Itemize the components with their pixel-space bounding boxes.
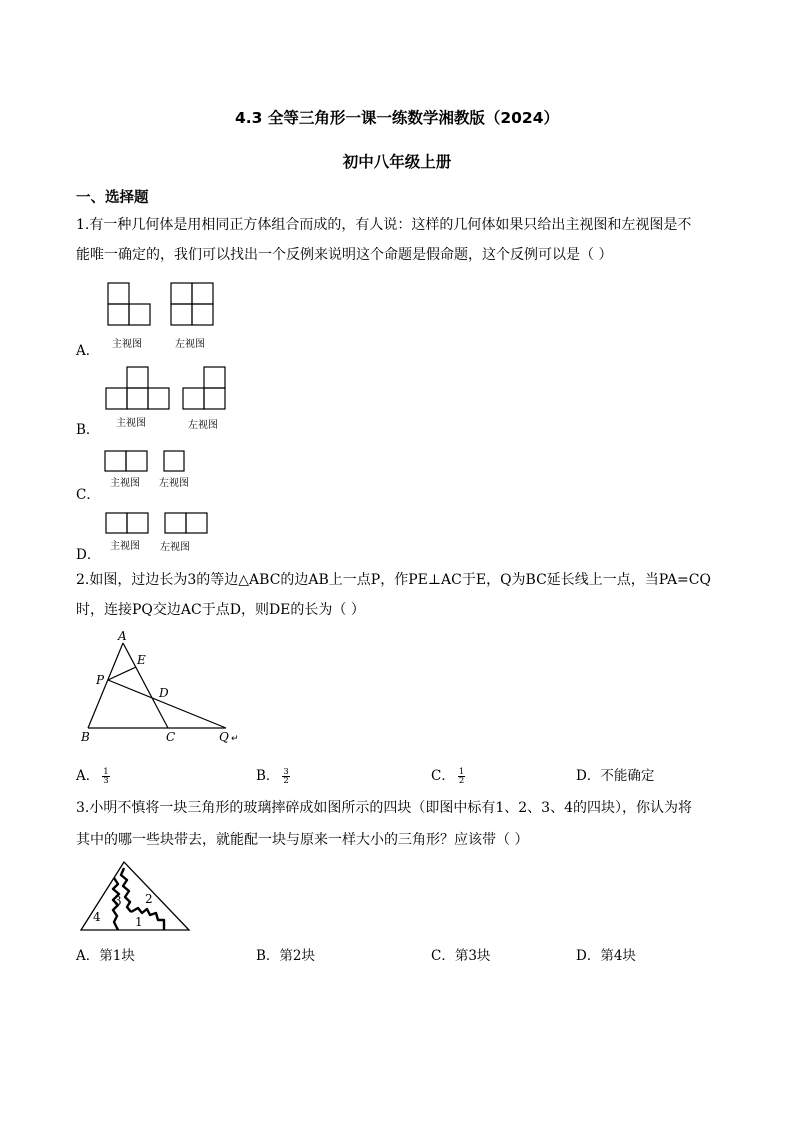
q1-option-d-figure[interactable]: [100, 510, 215, 536]
q1-option-b-front-caption: 主视图: [116, 418, 146, 429]
q3-option-c[interactable]: [431, 944, 490, 964]
return-mark-icon: ↵: [231, 734, 239, 744]
q2-option-d-text: 不能确定: [600, 768, 655, 784]
q2-option-b[interactable]: [256, 764, 290, 785]
q1-option-a-label[interactable]: A．: [76, 343, 100, 359]
q2-option-d-label: D．: [576, 768, 601, 784]
q1-option-d-label[interactable]: D．: [76, 547, 101, 563]
q1-option-b-left-caption: 左视图: [188, 420, 218, 431]
q2-option-c-numerator: 1: [458, 767, 465, 777]
figure-label-e: E: [137, 653, 146, 667]
q3-option-a-label: A．: [76, 948, 100, 964]
q3-option-c-label: C．: [431, 948, 455, 964]
q1-text-line2: 能唯一确定的，我们可以找出一个反例来说明这个命题是假命题，这个反例可以是（ ）: [76, 247, 613, 263]
piece-label-2: 2: [145, 892, 153, 906]
q3-text-line2: 其中的哪一些块带去，就能配一块与原来一样大小的三角形？应该带（ ）: [76, 832, 529, 848]
figure-label-q: Q: [219, 730, 229, 744]
q3-option-b[interactable]: [256, 944, 315, 964]
figure-label-d: D: [159, 686, 169, 700]
q2-option-d[interactable]: [576, 764, 654, 784]
q2-text-line1: 2.如图，过边长为3的等边△ABC的边AB上一点P，作PE⊥AC于E，Q为BC延长线上一点，当PA=CQ: [76, 572, 711, 588]
q2-option-b-label: B．: [256, 768, 280, 784]
piece-label-3: 3: [114, 894, 122, 908]
q2-option-c-fraction: [458, 768, 465, 785]
q3-option-d[interactable]: [576, 944, 636, 964]
q1-option-b-figure[interactable]: [100, 364, 230, 414]
q2-option-b-fraction: [282, 768, 289, 785]
q2-option-a-label: A．: [76, 768, 100, 784]
q3-figure: [76, 858, 196, 938]
q1-option-c-figure[interactable]: [100, 448, 210, 474]
q3-option-a-text: 第1块: [99, 948, 135, 964]
q1-option-c-left-caption: 左视图: [159, 478, 189, 489]
q1-option-c-front-caption: 主视图: [110, 478, 140, 489]
section-heading: 一、选择题: [76, 190, 149, 206]
figure-label-b: B: [81, 730, 90, 744]
q3-option-a[interactable]: [76, 944, 135, 964]
page-subtitle: 初中八年级上册: [342, 153, 452, 171]
q3-option-d-text: 第4块: [600, 948, 636, 964]
q3-option-c-text: 第3块: [454, 948, 491, 964]
q2-option-c[interactable]: [431, 764, 465, 785]
piece-label-4: 4: [93, 910, 101, 924]
q1-option-d-left-caption: 左视图: [160, 542, 190, 553]
figure-label-p: P: [96, 673, 105, 687]
q3-option-b-label: B．: [256, 948, 280, 964]
figure-label-c: C: [166, 730, 176, 744]
q2-text-line2: 时，连接PQ交边AC于点D，则DE的长为（ ）: [76, 602, 365, 618]
q1-option-a-left-caption: 左视图: [175, 339, 205, 350]
q1-option-a-figure[interactable]: [100, 280, 220, 330]
q1-option-a-front-caption: 主视图: [112, 339, 142, 350]
q2-option-c-denominator: 2: [458, 776, 465, 786]
q3-option-b-text: 第2块: [279, 948, 316, 964]
q2-option-b-numerator: 3: [283, 767, 289, 777]
figure-label-a: A: [118, 629, 127, 643]
q1-option-d-front-caption: 主视图: [110, 541, 140, 552]
q2-option-a[interactable]: [76, 764, 110, 785]
q2-option-b-denominator: 2: [283, 776, 289, 786]
q1-text-line1: 1.有一种几何体是用相同正方体组合而成的，有人说：这样的几何体如果只给出主视图和左视图是不: [76, 217, 692, 233]
q2-figure: [76, 628, 246, 748]
q2-option-c-label: C．: [431, 768, 455, 784]
piece-label-1: 1: [135, 915, 143, 929]
q1-option-b-label[interactable]: B．: [76, 422, 100, 438]
q3-text-line1: 3.小明不慎将一块三角形的玻璃摔碎成如图所示的四块（即图中标有1、2、3、4的四块），你认为将: [76, 800, 692, 816]
page-title: 4.3 全等三角形一课一练数学湘教版（2024）: [235, 109, 559, 127]
q2-option-a-fraction: [102, 768, 109, 785]
q2-option-a-numerator: 1: [103, 767, 109, 777]
q3-option-d-label: D．: [576, 948, 601, 964]
q1-option-c-label[interactable]: C．: [76, 487, 100, 503]
q2-option-a-denominator: 3: [103, 776, 109, 786]
